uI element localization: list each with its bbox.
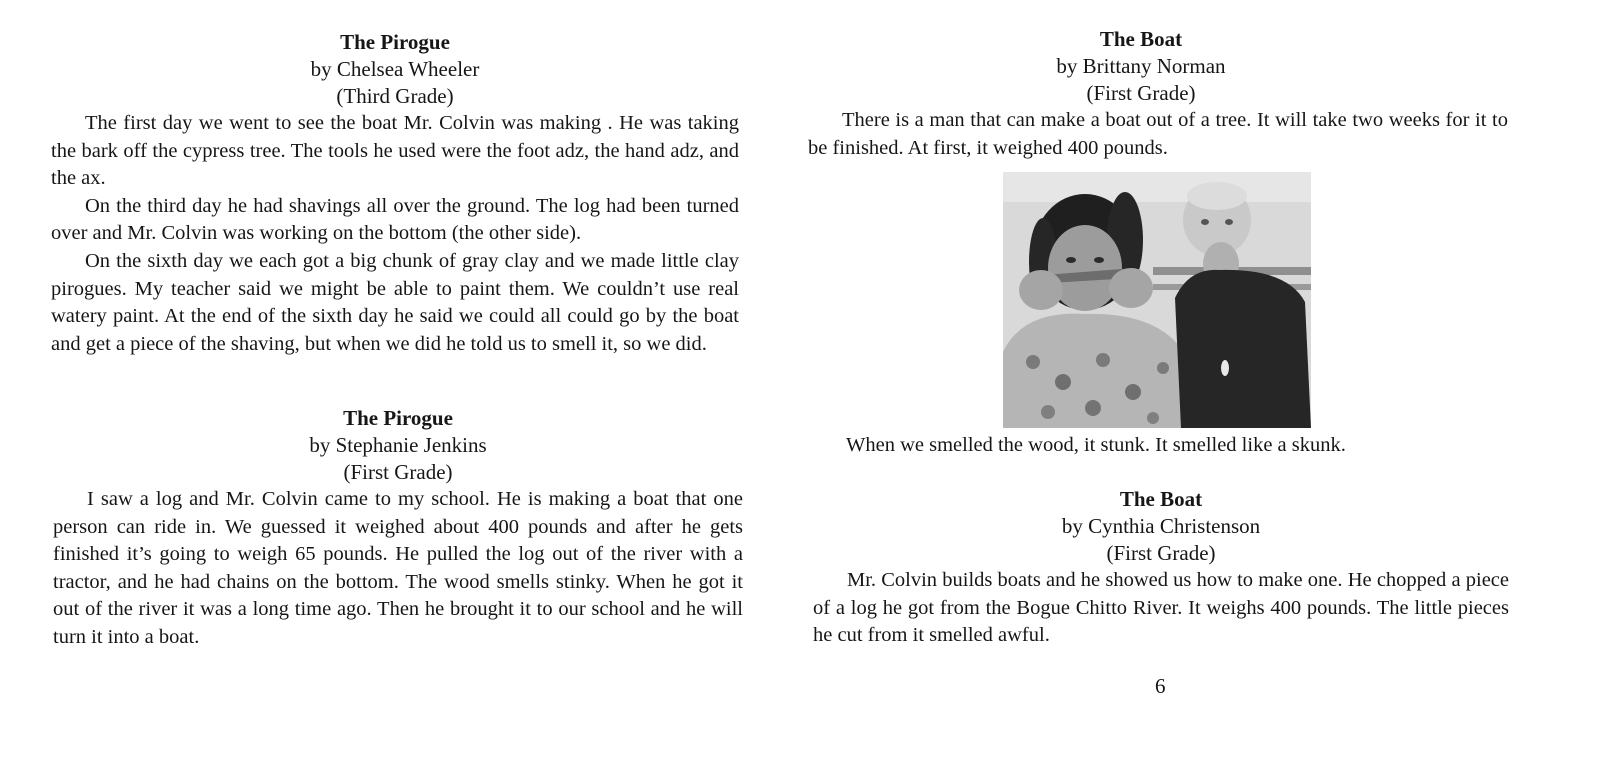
story-paragraph: There is a man that can make a boat out of a tree. It will take two weeks for it to be finished. At first, it weighed 400 pounds. bbox=[808, 109, 1508, 159]
page-number: 6 bbox=[1155, 674, 1166, 698]
photo-caption: When we smelled the wood, it stunk. It smelled like a skunk. bbox=[846, 434, 1346, 456]
children-photo bbox=[1003, 172, 1311, 428]
story-title: The Pirogue bbox=[340, 30, 450, 54]
story-grade: (First Grade) bbox=[1086, 81, 1196, 105]
story-paragraph: I saw a log and Mr. Colvin came to my school. He is making a boat that one person can ride in. We guessed it weighed about 400 pounds and after he gets finished it’s going to weigh 65 pounds. He pulled the log out of the river with a tractor, and he had chains on the bottom. The wood smells stinky. When he got it out of the river it was a long time ago. Then he brought it to our school and he will turn it into a boat. bbox=[53, 488, 743, 648]
story-paragraph: Mr. Colvin builds boats and he showed us how to make one. He chopped a piece of a log he got from the Bogue Chitto River. It weighs 400 pounds. The little pieces he cut from it smelled awful. bbox=[813, 569, 1509, 647]
story-title: The Pirogue bbox=[343, 406, 453, 430]
story-paragraph: The first day we went to see the boat Mr. Colvin was making . He was taking the bark off the cypress tree. The tools he used were the foot adz, the hand adz, and the ax. bbox=[51, 112, 739, 190]
story-grade: (First Grade) bbox=[1106, 541, 1216, 565]
story-title: The Boat bbox=[1119, 487, 1203, 511]
story-grade: (Third Grade) bbox=[336, 84, 454, 108]
story-author: by Stephanie Jenkins bbox=[309, 433, 487, 457]
story-grade: (First Grade) bbox=[343, 460, 453, 484]
story-author: by Chelsea Wheeler bbox=[310, 57, 480, 81]
story-paragraph: On the sixth day we each got a big chunk of gray clay and we made little clay pirogues. My teacher said we might be able to paint them. We couldn’t use real watery paint. At the end of the sixth day he said we could all could go by the boat and get a piece of the shaving, but when we did he told us to smell it, so we did. bbox=[51, 249, 739, 355]
story-boat-cynthia bbox=[813, 486, 1509, 650]
story-author: by Brittany Norman bbox=[1056, 54, 1226, 78]
story-title: The Boat bbox=[1099, 27, 1183, 51]
story-author: by Cynthia Christenson bbox=[1061, 514, 1261, 538]
story-paragraph: On the third day he had shavings all over the ground. The log had been turned over and Mr. Colvin was working on the bottom (the other side). bbox=[51, 194, 739, 245]
story-pirogue-stephanie bbox=[53, 405, 743, 652]
right-page bbox=[800, 0, 1600, 771]
story-pirogue-chelsea bbox=[51, 29, 739, 358]
story-boat-brittany bbox=[808, 26, 1508, 162]
